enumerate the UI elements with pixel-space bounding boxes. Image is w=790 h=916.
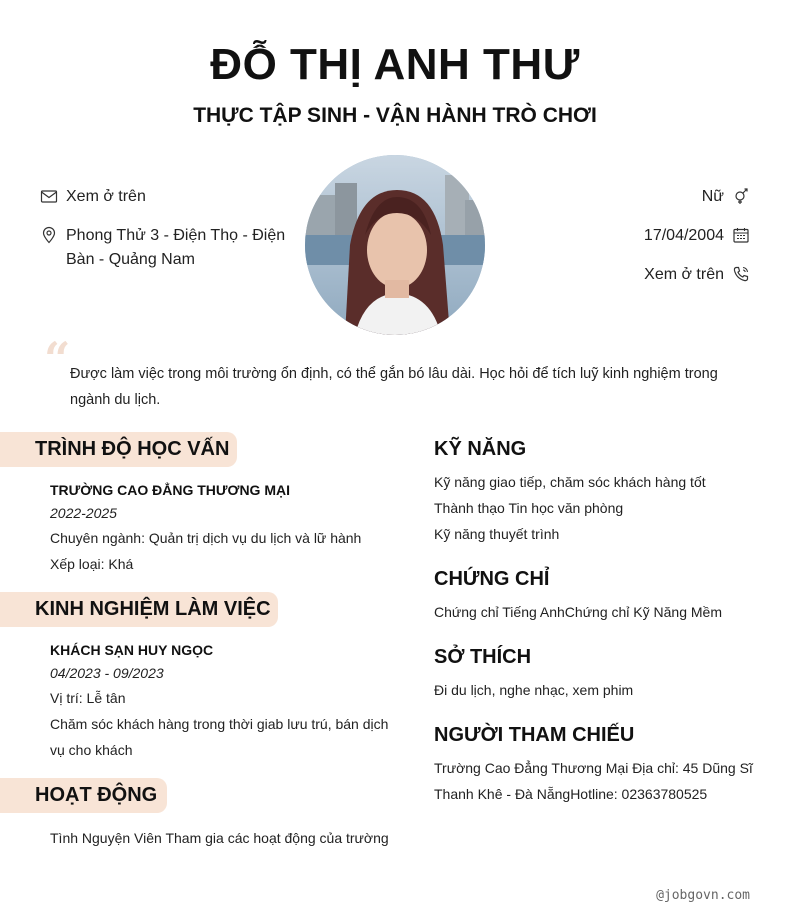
experience-desc-line-2: vụ cho khách: [50, 742, 133, 758]
activities-text: Tình Nguyện Viên Tham gia các hoạt động của trường: [50, 830, 389, 846]
skill-item: Kỹ năng giao tiếp, chăm sóc khách hàng tốt: [434, 474, 706, 490]
quote-mark-icon: “: [44, 332, 71, 386]
skills-heading: KỸ NĂNG: [434, 438, 527, 460]
watermark: @jobgovn.com: [656, 888, 750, 903]
experience-description: [50, 711, 410, 763]
phone-text: Xem ở trên: [644, 266, 724, 283]
references-line-2: Thanh Khê - Đà NẵngHotline: 02363780525: [434, 786, 708, 802]
calendar-icon: [732, 226, 750, 244]
hobbies-text: Đi du lịch, nghe nhạc, xem phim: [434, 682, 634, 698]
phone-icon: [732, 265, 750, 283]
gender-icon: [732, 187, 750, 205]
candidate-name: ĐỖ THỊ ANH THƯ: [210, 40, 580, 89]
mail-icon: [40, 187, 58, 205]
address-text: [66, 224, 285, 272]
email-info: [40, 185, 146, 209]
experience-desc-line-1: Chăm sóc khách hàng trong thời giab lưu trú, bán dịch: [50, 716, 389, 732]
profile-photo: [305, 155, 485, 335]
experience-period: 04/2023 - 09/2023: [50, 665, 164, 681]
education-major: Chuyên ngành: Quản trị dịch vụ du lịch và lữ hành: [50, 530, 362, 546]
education-school: TRƯỜNG CAO ĐẲNG THƯƠNG MẠI: [50, 482, 290, 498]
references-line-1: Trường Cao Đẳng Thương Mại Địa chỉ: 45 Dũng Sĩ: [434, 760, 753, 776]
experience-company: KHÁCH SẠN HUY NGỌC: [50, 642, 214, 658]
experience-heading: KINH NGHIỆM LÀM VIỆC: [0, 592, 278, 627]
education-heading: TRÌNH ĐỘ HỌC VẤN: [0, 432, 237, 467]
profile-photo-illustration: [305, 155, 485, 335]
location-pin-icon: [40, 226, 58, 244]
education-period: 2022-2025: [50, 505, 117, 521]
certificates-text: Chứng chỉ Tiếng AnhChứng chỉ Kỹ Năng Mềm: [434, 604, 723, 620]
gender-info: [702, 185, 750, 209]
references-heading: NGƯỜI THAM CHIẾU: [434, 724, 635, 746]
address-line-2: Bàn - Quảng Nam: [66, 251, 195, 268]
hobbies-heading: SỞ THÍCH: [434, 646, 532, 668]
objective-line-1: Được làm việc trong môi trường ổn định, có thể gắn bó lâu dài. Học hỏi để tích luỹ kinh nghiệm trong: [70, 366, 718, 382]
birthday-info: [644, 224, 750, 248]
career-objective: [70, 361, 730, 413]
objective-line-2: ngành du lịch.: [70, 392, 161, 408]
email-text: Xem ở trên: [66, 188, 146, 205]
gender-text: Nữ: [701, 188, 724, 205]
skill-item: Thành thạo Tin học văn phòng: [434, 500, 624, 516]
certificates-heading: CHỨNG CHỈ: [434, 568, 550, 590]
address-info: [40, 224, 290, 272]
job-title: THỰC TẬP SINH - VẬN HÀNH TRÒ CHƠI: [193, 104, 597, 127]
experience-position: Vị trí: Lễ tân: [50, 690, 126, 706]
birthday-text: 17/04/2004: [643, 227, 724, 244]
skill-item: Kỹ năng thuyết trình: [434, 526, 560, 542]
phone-info: [644, 263, 750, 287]
activities-heading: HOẠT ĐỘNG: [0, 778, 167, 813]
address-line-1: Phong Thử 3 - Điện Thọ - Điện: [66, 227, 286, 244]
education-grade: Xếp loại: Khá: [50, 556, 134, 572]
